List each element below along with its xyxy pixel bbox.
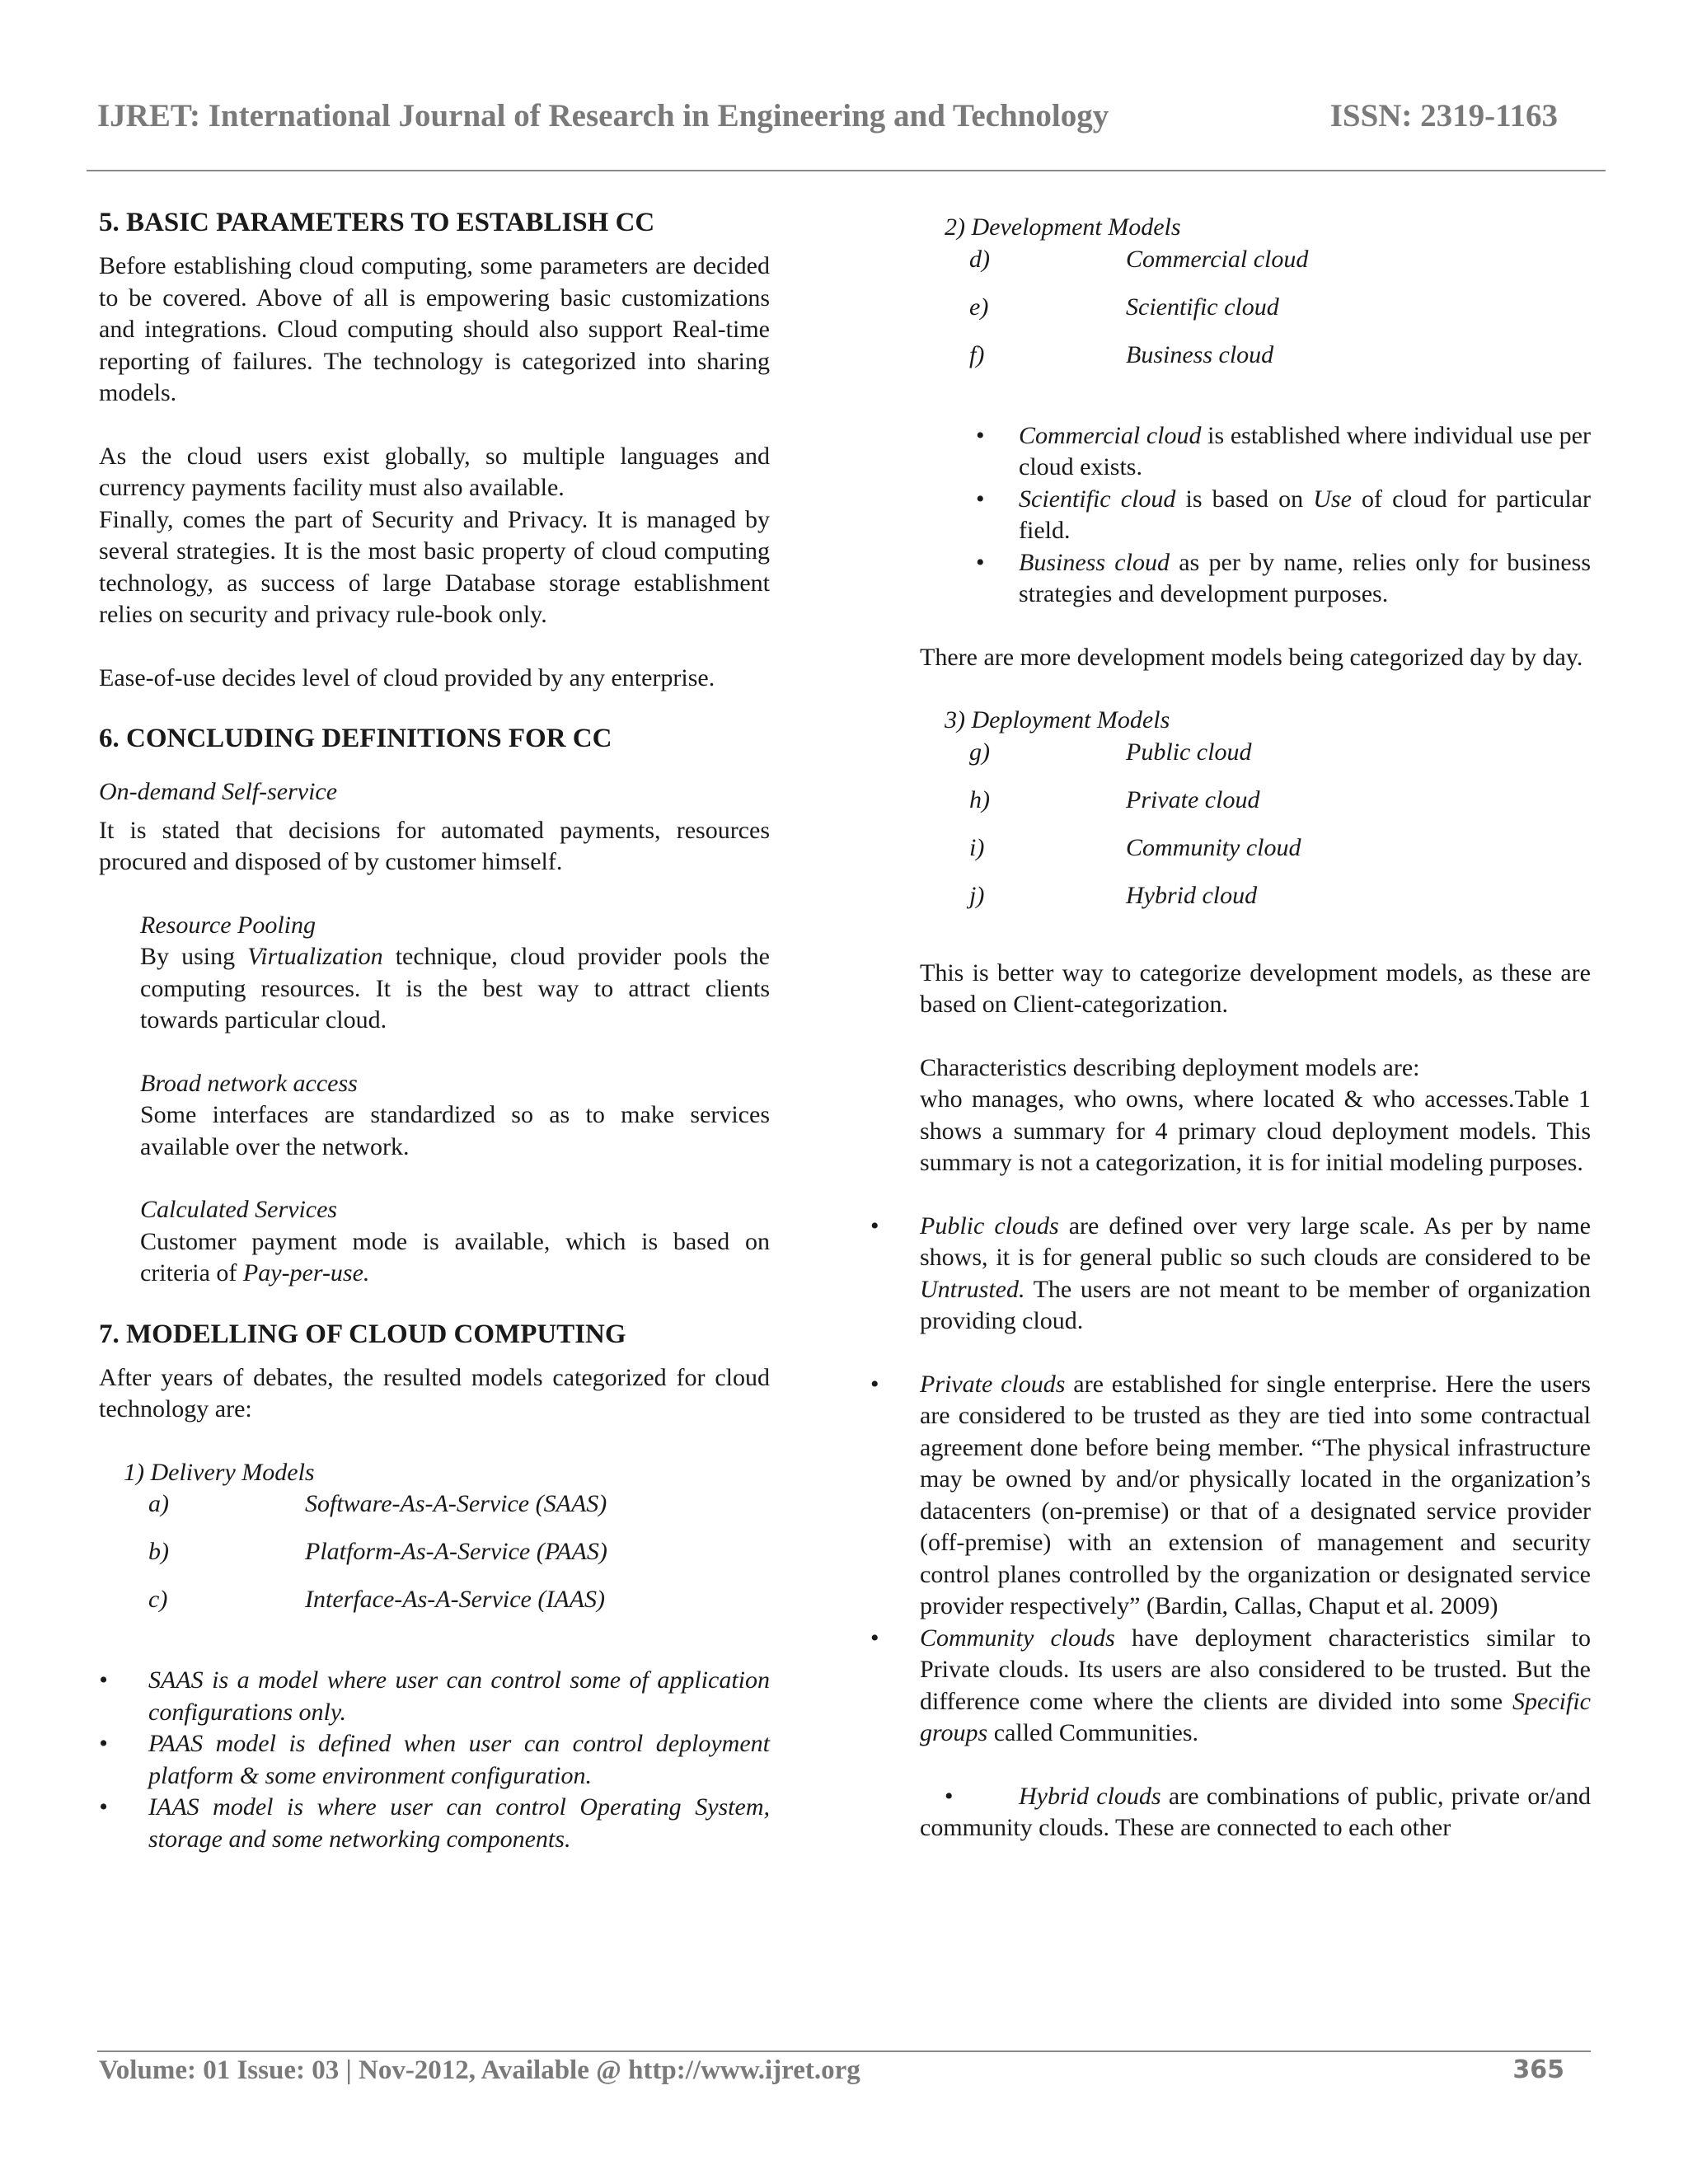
emphasis: Public clouds <box>920 1212 1059 1240</box>
emphasis: Business cloud <box>1019 548 1170 576</box>
text-run: Customer payment mode is available, which is based on criteria of <box>140 1227 770 1286</box>
s6-term-3: Broad network access <box>140 1069 358 1097</box>
s6-paragraph-2 <box>140 941 770 1037</box>
bullet-icon: • <box>870 1624 879 1652</box>
s6-term-4: Calculated Services <box>140 1196 338 1223</box>
item-value: Scientific cloud <box>1126 293 1279 321</box>
volume-info: Volume: 01 Issue: 03 | Nov-2012, Available @ http://www.ijret.org <box>99 2055 860 2085</box>
bullet-text: is established where individual use per cloud exists. <box>1019 421 1591 480</box>
emphasis: Use <box>1313 485 1352 513</box>
list-item <box>99 1536 770 1584</box>
development-models-list <box>920 244 1591 387</box>
list-item <box>920 547 1591 611</box>
s5-paragraph-1: Before establishing cloud computing, some parameters are decided to be covered. Above of all is empowering basic customizations and integrations. Cloud computing should also support Real-time reporting of failures. The technology is categorized into sharing models. <box>99 252 770 406</box>
item-value: Commercial cloud <box>1126 245 1309 273</box>
text-run: are combinations of public, private or/and community clouds. These are connected to each other <box>920 1782 1591 1841</box>
list-item <box>920 292 1591 340</box>
bullet-icon: • <box>870 1212 879 1240</box>
right-column <box>870 212 1592 1844</box>
item-key: b) <box>148 1538 169 1565</box>
list-item <box>99 1792 770 1855</box>
bullet-text: have deployment characteristics similar to Private clouds. Its users are also considered to be trusted. But the difference come where the clients are divided into some <box>920 1624 1591 1715</box>
s6-paragraph-4 <box>140 1226 770 1290</box>
item-value: Business cloud <box>1126 340 1274 368</box>
item-value: Software-As-A-Service (SAAS) <box>305 1490 607 1517</box>
emphasis: Community clouds <box>920 1624 1115 1652</box>
dev-paragraph: There are more development models being categorized day by day. <box>920 643 1583 671</box>
issn: ISSN: 2319-1163 <box>1329 98 1558 134</box>
left-column <box>99 206 770 1855</box>
bullet-text: are established for single enterprise. Here the users are considered to be trusted as they are tied into some contractual agreement done before being member. “The physical infrastructure may be owned by and/or physically located in the organization’s datacenters (on-premise) or that of a designated service provider (off-premise) with an extension of management and security control planes controlled by the organization or designated service provider respectively” (Bardin, Callas, Chaput et al. 2009) <box>920 1370 1591 1619</box>
bullet-icon: • <box>99 1793 108 1821</box>
s5-paragraph-3: Finally, comes the part of Security and Privacy. It is managed by several strategies. It is the most basic property of cloud computing technology, as success of large Database storage establishment relies on security and privacy rule-book only. <box>99 505 770 628</box>
bullet-text: SAAS is a model where user can control some of application configurations only. <box>148 1666 770 1726</box>
delivery-bullets <box>99 1665 770 1855</box>
item-key: i) <box>969 833 985 861</box>
list-item <box>870 1623 1591 1750</box>
bullet-icon: • <box>976 548 985 576</box>
deployment-bullets <box>870 1211 1591 1750</box>
delivery-models-title: 1) Delivery Models <box>124 1458 315 1486</box>
bullet-text: as per by name, relies only for business strategies and development purposes. <box>1019 548 1592 607</box>
list-item <box>920 737 1591 785</box>
item-key: e) <box>969 293 989 321</box>
s6-term-1: On-demand Self-service <box>99 778 338 805</box>
emphasis: Hybrid clouds <box>1019 1782 1161 1810</box>
s6-paragraph-1: It is stated that decisions for automated payments, resources procured and disposed of by customer himself. <box>99 816 770 875</box>
emphasis-virtualization: Virtualization <box>247 943 383 970</box>
hybrid-paragraph <box>920 1781 1591 1844</box>
dep-paragraph-2: Characteristics describing deployment models are: <box>920 1053 1420 1081</box>
bullet-icon: • <box>976 421 985 449</box>
bullet-text: of cloud for particular field. <box>1019 485 1591 544</box>
bullet-text: is based on <box>1175 485 1314 513</box>
list-item <box>920 785 1591 832</box>
s6-paragraph-3: Some interfaces are standardized so as to make services available over the network. <box>140 1101 770 1160</box>
deployment-models-title: 3) Deployment Models <box>945 706 1170 733</box>
item-value: Platform-As-A-Service (PAAS) <box>305 1538 607 1565</box>
emphasis: Specific groups <box>920 1687 1591 1746</box>
dep-paragraph-3: who manages, who owns, where located & who accesses.Table 1 shows a summary for 4 primary cloud deployment models. This summary is not a categorization, it is for initial modeling purposes. <box>920 1085 1591 1176</box>
bullet-icon: • <box>870 1370 879 1398</box>
development-bullets <box>920 420 1591 611</box>
bullet-text: PAAS model is defined when user can control deployment platform & some environment configuration. <box>148 1730 770 1789</box>
item-value: Community cloud <box>1126 833 1301 861</box>
development-models-title: 2) Development Models <box>945 213 1181 241</box>
item-value: Hybrid cloud <box>1126 881 1258 909</box>
list-item <box>99 1584 770 1632</box>
deployment-models-list <box>920 737 1591 928</box>
list-item <box>870 1211 1591 1338</box>
journal-title: IJRET: International Journal of Research in Engineering and Technology <box>97 98 1109 134</box>
emphasis: Private clouds <box>920 1370 1066 1398</box>
list-item <box>920 340 1591 387</box>
page-header <box>97 97 1591 147</box>
text-run: By using <box>140 943 248 970</box>
list-item <box>920 832 1591 880</box>
section-6-title: 6. CONCLUDING DEFINITIONS FOR CC <box>99 724 612 753</box>
text-run: technique, cloud provider pools the computing resources. It is the best way to attract clients towards particular cloud. <box>140 943 770 1033</box>
section-7-title: 7. MODELLING OF CLOUD COMPUTING <box>99 1319 626 1349</box>
item-key: j) <box>969 881 985 909</box>
footer-rule <box>97 2050 1591 2052</box>
bullet-text: The users are not meant to be member of organization providing cloud. <box>920 1275 1591 1334</box>
list-item <box>920 880 1591 928</box>
list-item <box>99 1488 770 1536</box>
page-number: 365 <box>1512 2055 1564 2084</box>
bullet-text: called Communities. <box>987 1719 1199 1746</box>
item-value: Interface-As-A-Service (IAAS) <box>305 1586 605 1613</box>
bullet-text: IAAS model is where user can control Operating System, storage and some networking components. <box>148 1793 770 1853</box>
item-key: g) <box>969 738 990 766</box>
header-rule <box>87 170 1606 171</box>
emphasis: Untrusted. <box>920 1275 1025 1303</box>
s7-paragraph-1: After years of debates, the resulted models categorized for cloud technology are: <box>99 1363 770 1422</box>
bullet-icon: • <box>920 1782 954 1810</box>
item-value: Private cloud <box>1126 785 1260 813</box>
bullet-text: are defined over very large scale. As per by name shows, it is for general public so such clouds are considered to be <box>920 1212 1591 1271</box>
bullet-icon: • <box>99 1730 108 1757</box>
item-key: c) <box>148 1586 168 1613</box>
list-item <box>920 420 1591 484</box>
item-key: h) <box>969 785 990 813</box>
list-item <box>870 1369 1591 1623</box>
list-item <box>920 244 1591 292</box>
resource-pooling-block <box>99 910 770 1290</box>
delivery-models-list <box>99 1488 770 1632</box>
s5-paragraph-2: As the cloud users exist globally, so multiple languages and currency payments facility must also available. <box>99 442 770 501</box>
emphasis: Scientific cloud <box>1019 485 1176 513</box>
s5-paragraph-4: Ease-of-use decides level of cloud provided by any enterprise. <box>99 663 715 691</box>
item-key: a) <box>148 1490 169 1517</box>
item-key: d) <box>969 245 990 273</box>
emphasis: Commercial cloud <box>1019 421 1202 449</box>
item-key: f) <box>969 340 985 368</box>
bullet-icon: • <box>976 485 985 513</box>
bullet-icon: • <box>99 1666 108 1694</box>
emphasis-pay-per-use: Pay-per-use. <box>242 1259 370 1286</box>
list-item <box>99 1665 770 1728</box>
item-value: Public cloud <box>1126 738 1252 766</box>
list-item <box>920 484 1591 547</box>
dep-paragraph-1: This is better way to categorize development models, as these are based on Client-categorization. <box>920 958 1591 1018</box>
list-item <box>99 1728 770 1792</box>
s6-term-2: Resource Pooling <box>140 911 316 939</box>
section-5-title: 5. BASIC PARAMETERS TO ESTABLISH CC <box>99 208 655 237</box>
